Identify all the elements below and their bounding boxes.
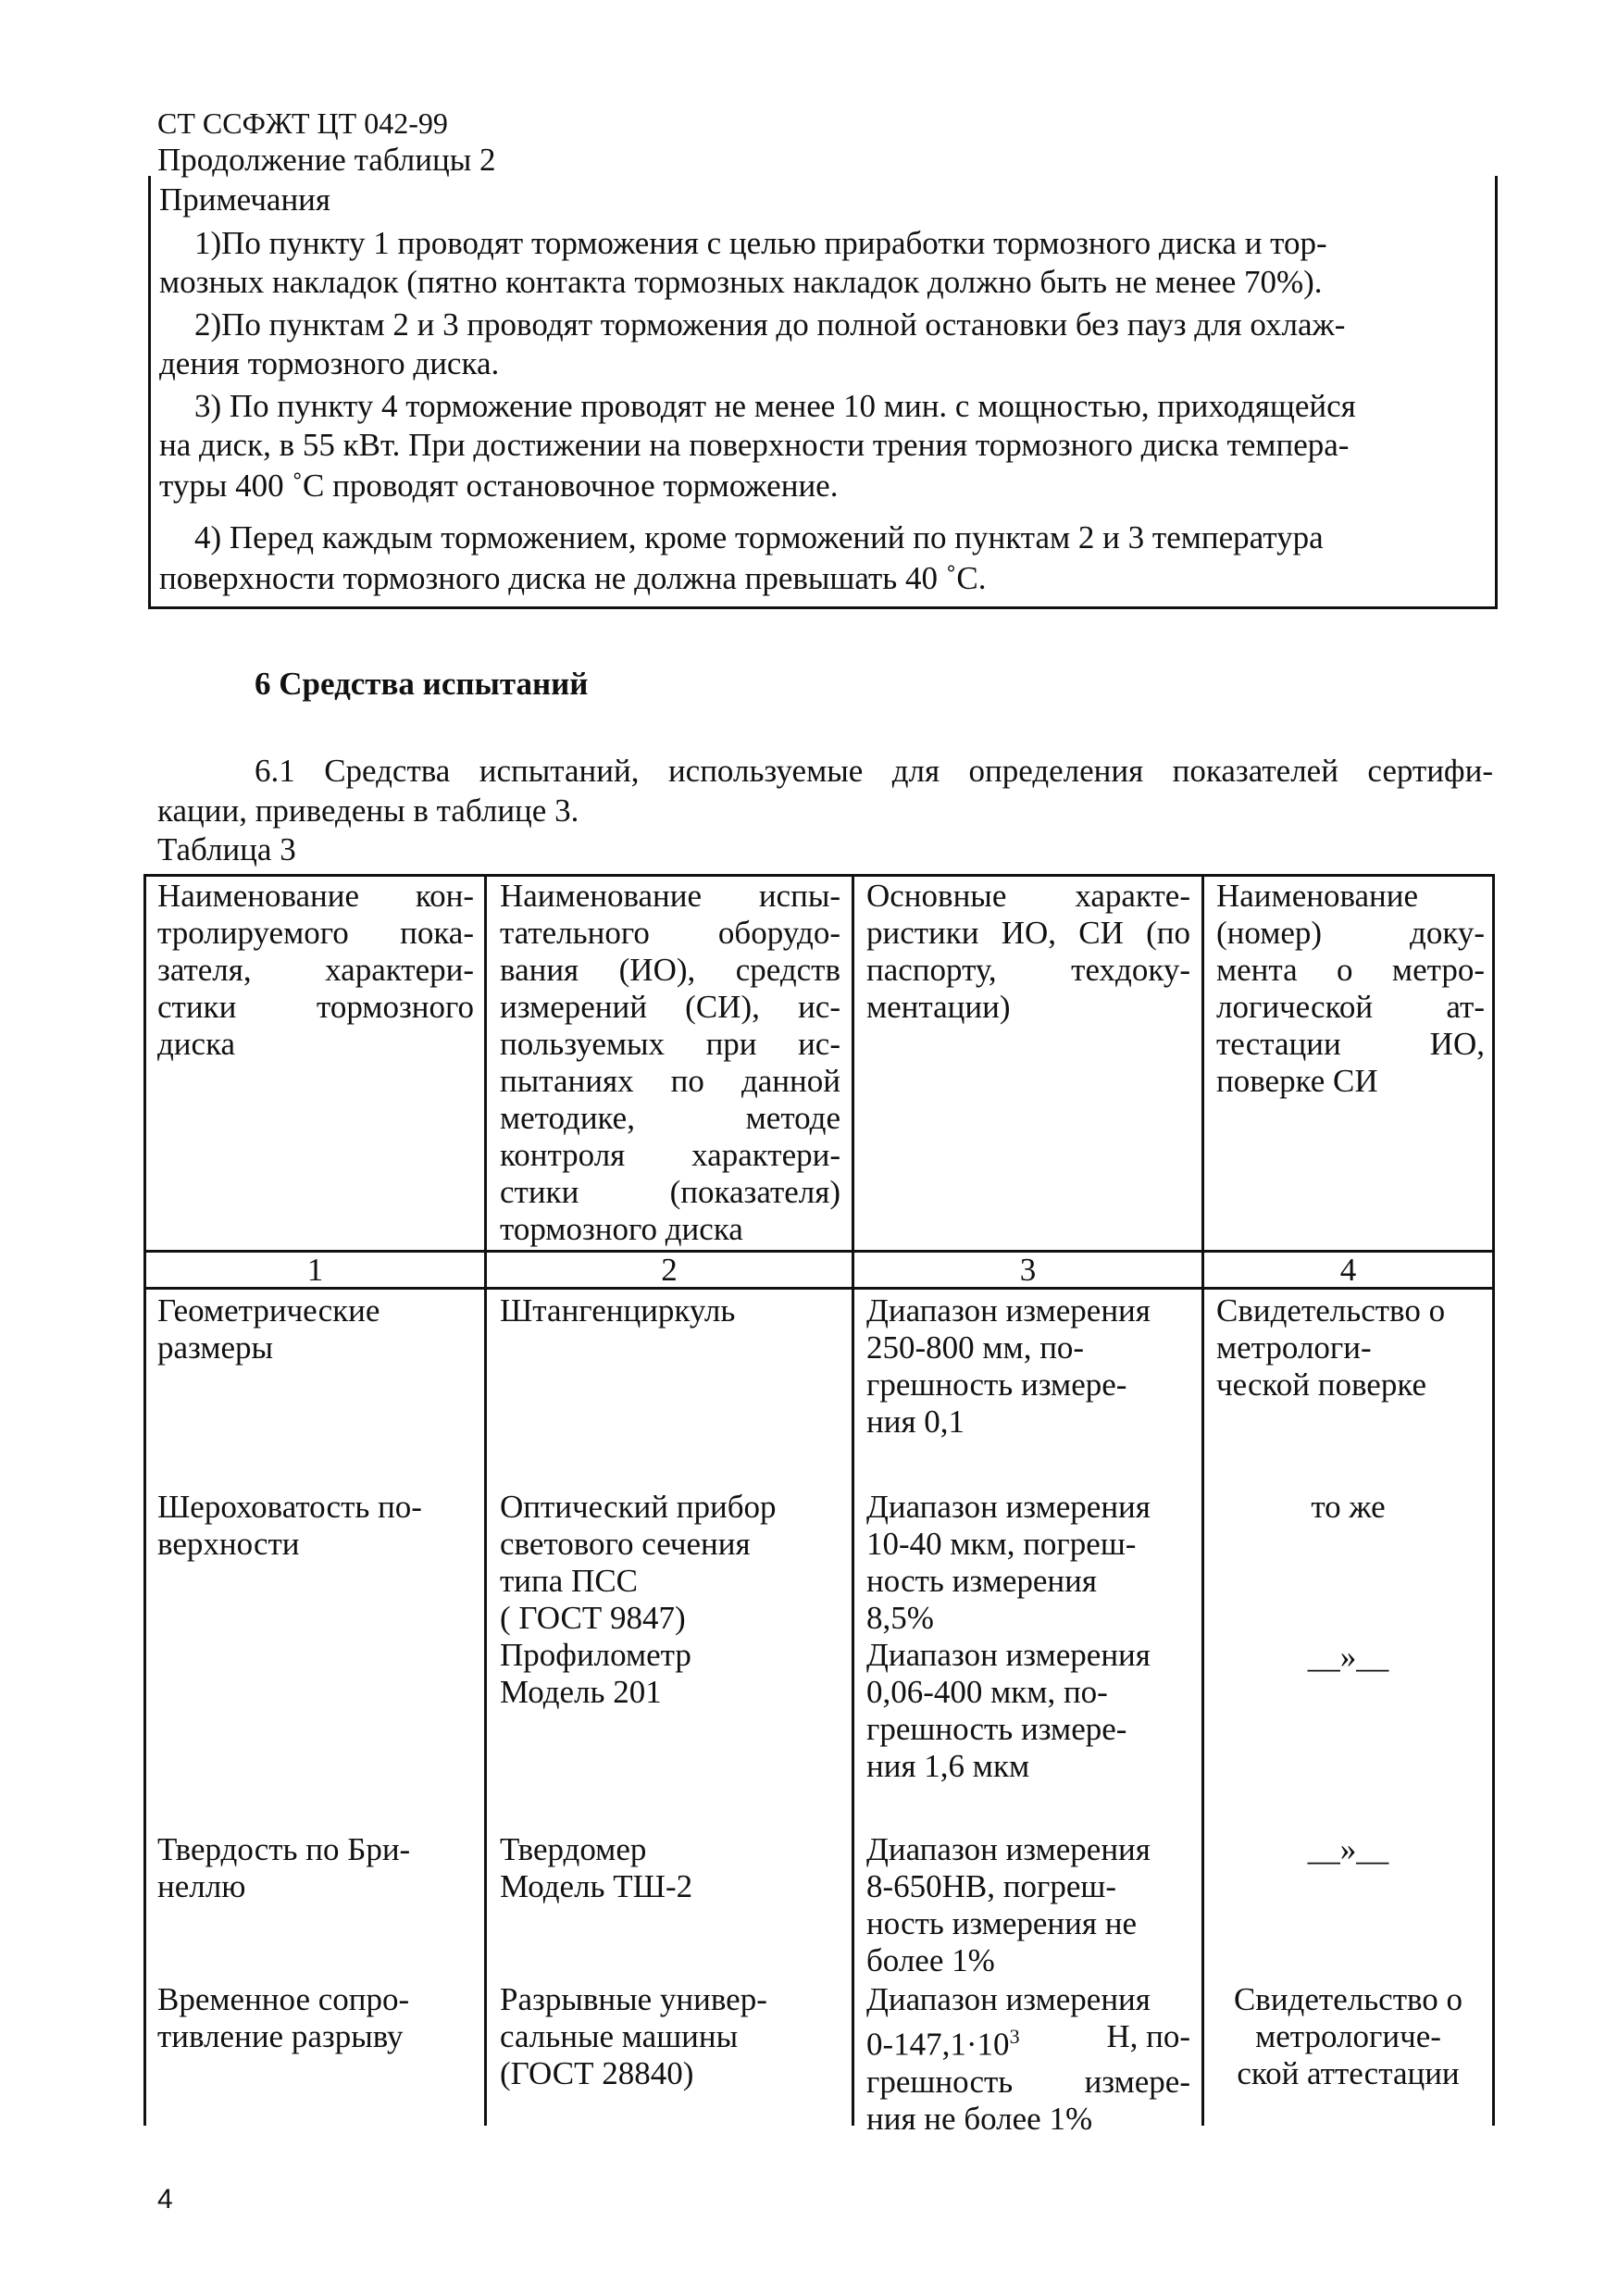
- column-number-4: 4: [1339, 1252, 1357, 1288]
- row4-col4: Свидетельство о метрологиче- ской аттестации: [1233, 1981, 1463, 2091]
- table-header-col3: Основные характе- ристики ИО, СИ (по паспорту, техдоку- ментации): [866, 878, 1190, 1025]
- page-number: 4: [157, 2184, 173, 2215]
- note-line-5: 3) По пункту 4 торможение проводят не менее 10 мин. с мощностью, приходящейся: [194, 388, 1356, 424]
- section-heading: 6 Средства испытаний: [255, 666, 589, 702]
- row1-col2: Штангенциркуль: [500, 1292, 736, 1329]
- row2-col1: Шероховатость по- верхности: [157, 1489, 422, 1562]
- row3-col3: Диапазон измерения 8-650НВ, погреш- ность измерения не более 1%: [866, 1831, 1151, 1978]
- column-number-1: 1: [306, 1252, 324, 1288]
- note-line-4: дения тормозного диска.: [159, 345, 500, 381]
- note-line-8: 4) Перед каждым торможением, кроме торможений по пунктам 2 и 3 температура: [194, 519, 1324, 555]
- note-line-3: 2)По пунктам 2 и 3 проводят торможения до полной остановки без пауз для охлаж-: [194, 306, 1346, 343]
- row2-col4-ditto: __»__: [1307, 1639, 1389, 1675]
- note-line-7: туры 400 ˚С проводят остановочное торможение.: [159, 468, 839, 504]
- row3-col1: Твердость по Бри- неллю: [157, 1831, 411, 1904]
- document-code: СТ ССФЖТ ЦТ 042-99: [157, 106, 448, 140]
- note-line-6: на диск, в 55 кВт. При достижении на поверхности трения тормозного диска темпера-: [159, 427, 1350, 463]
- table-continuation-label: Продолжение таблицы 2: [157, 142, 496, 178]
- row1-col3: Диапазон измерения 250-800 мм, по- грешность измере- ния 0,1: [866, 1292, 1151, 1440]
- note-line-1: 1)По пункту 1 проводят торможения с целью приработки тормозного диска и тор-: [194, 225, 1327, 261]
- table-header-col4: Наименование (номер) доку- мента о метро- логической ат- тестации ИО, поверке СИ: [1216, 878, 1485, 1099]
- row2-col2: Оптический прибор светового сечения типа ПСС ( ГОСТ 9847) Профилометр Модель 201: [500, 1489, 777, 1710]
- column-number-2: 2: [661, 1252, 678, 1288]
- row2-col3: Диапазон измерения 10-40 мкм, погреш- ность измерения 8,5% Диапазон измерения 0,06-400 мкм, по- грешность измере- ния 1,6 мкм: [866, 1489, 1151, 1784]
- section-paragraph-line-1: 6.1 Средства испытаний, используемые для определения показателей сертифи-: [255, 753, 1493, 789]
- row3-col2: Твердомер Модель ТШ-2: [500, 1831, 693, 1904]
- row4-col3: Диапазон измерения $0-147,1\cdot 10^3$ Н, по- грешность измере- ния не более 1%: [866, 1981, 1190, 2137]
- note-line-9: поверхности тормозного диска не должна превышать 40 ˚С.: [159, 560, 987, 596]
- column-number-3: 3: [1019, 1252, 1037, 1288]
- row1-col1: Геометрические размеры: [157, 1292, 380, 1366]
- section-paragraph-line-2: кации, приведены в таблице 3.: [157, 792, 579, 829]
- table-header-col1: Наименование кон- тролируемого пока- зателя, характери- стики тормозного диска: [157, 878, 474, 1062]
- row3-col4-ditto: __»__: [1307, 1831, 1389, 1867]
- table-caption: Таблица 3: [157, 831, 296, 867]
- row2-col4-same: то же: [1311, 1489, 1386, 1525]
- row4-col2: Разрывные универ- сальные машины (ГОСТ 28840): [500, 1981, 767, 2091]
- notes-title: Примечания: [159, 181, 331, 218]
- row1-col4: Свидетельство о метрологи- ческой поверке: [1216, 1292, 1446, 1403]
- note-line-2: мозных накладок (пятно контакта тормозных накладок должно быть не менее 70%).: [159, 264, 1323, 300]
- table-header-col2: Наименование испы- тательного оборудо- вания (ИО), средств измерений (СИ), ис- пользуемых при ис- пытаниях по данной методике, методе контроля характери- стики (показателя) тормозного диска: [500, 878, 840, 1247]
- row4-col1: Временное сопро- тивление разрыву: [157, 1981, 410, 2054]
